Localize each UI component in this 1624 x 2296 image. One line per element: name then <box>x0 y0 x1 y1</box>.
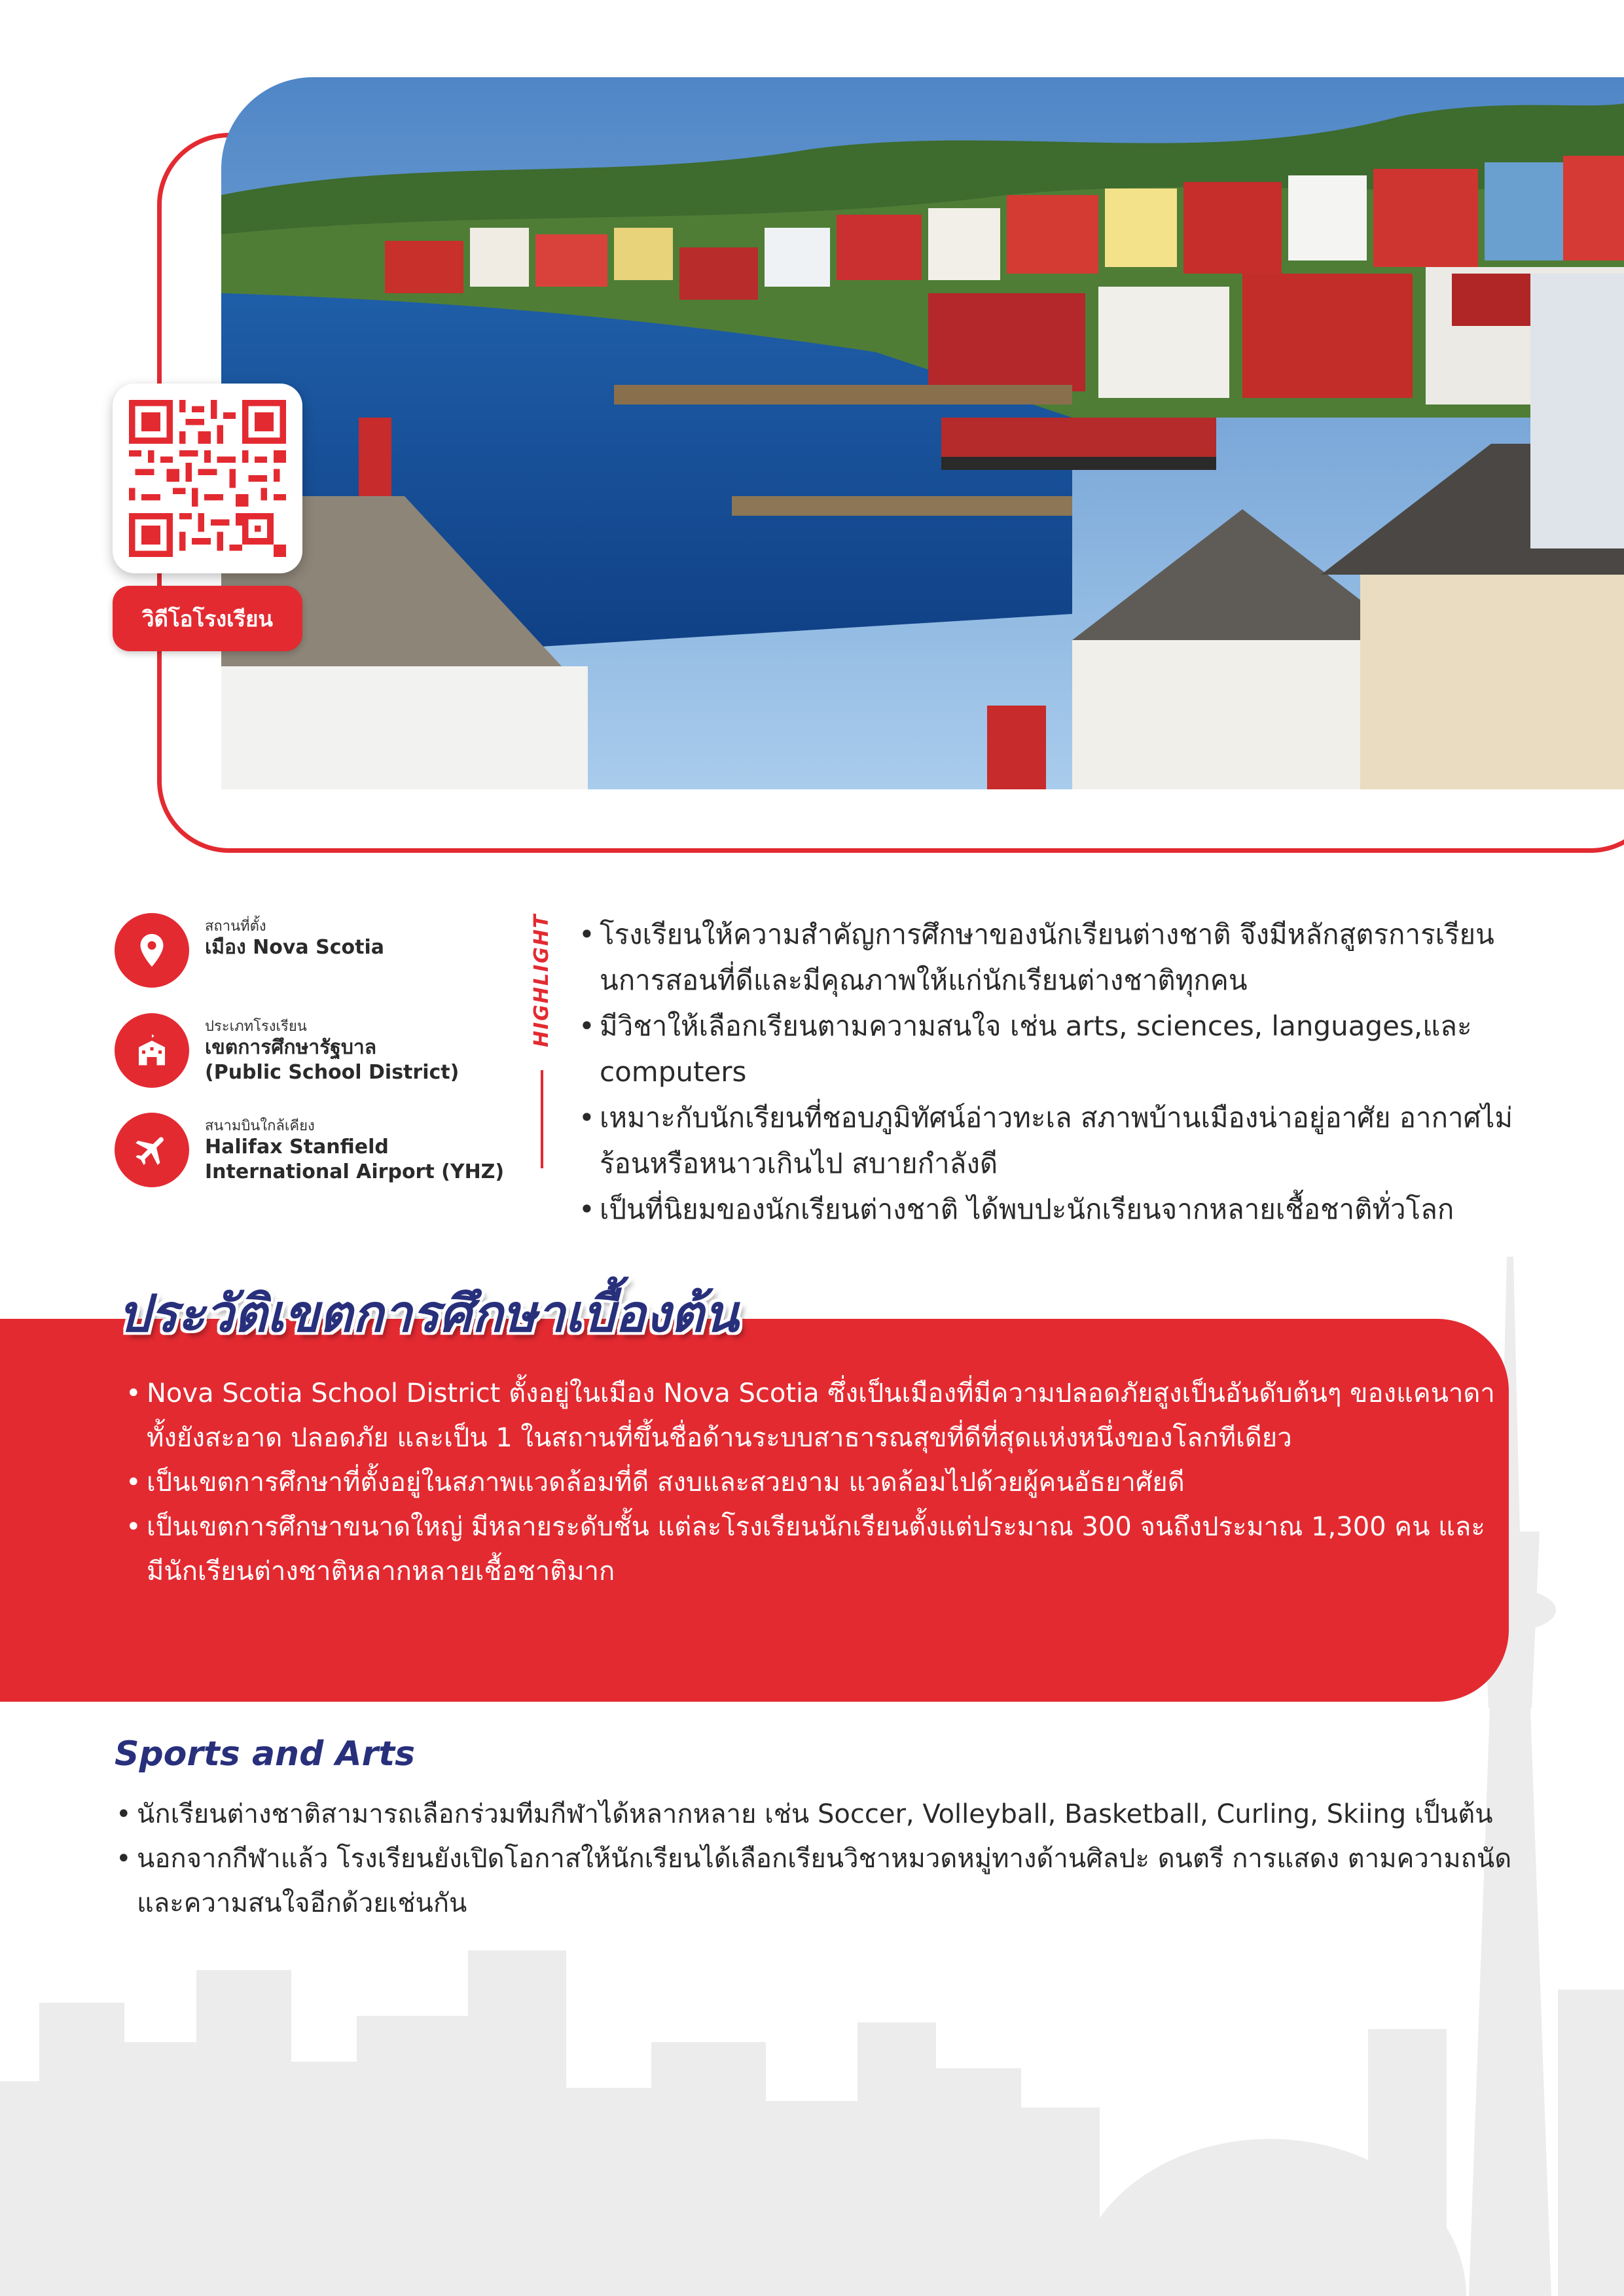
location-pin-icon <box>115 913 189 988</box>
qr-code-icon <box>129 400 286 557</box>
school-video-label[interactable]: วิดีโอโรงเรียน <box>113 586 302 651</box>
history-item: • เป็นเขตการศึกษาที่ตั้งอยู่ในสภาพแวดล้อมที่ดี สงบและสวยงาม แวดล้อมไปด้วยผู้คนอัธยาศัยดี <box>124 1460 1499 1505</box>
highlight-label: HIGHLIGHT <box>530 913 553 1047</box>
airplane-icon <box>115 1113 189 1187</box>
highlight-item: • โรงเรียนให้ความสำคัญการศึกษาของนักเรียนต่างชาติ จึงมีหลักสูตรการเรียนนการสอนที่ดีและมีคุณภาพให้แก่นักเรียนต่างชาติทุกคน <box>576 912 1532 1003</box>
info-school-type-value <box>205 1035 459 1085</box>
info-airport-line-1: Halifax Stanfield <box>205 1136 389 1158</box>
info-airport <box>115 1113 520 1198</box>
highlight-list <box>576 912 1532 1232</box>
info-location <box>115 913 520 998</box>
sports-item: • นักเรียนต่างชาติสามารถเลือกร่วมทีมกีฬาได้หลากหลาย เช่น Soccer, Volleyball, Basketball, Curling, Skiing เป็นต้น <box>115 1792 1515 1837</box>
info-airport-caption: สนามบินใกล้เคียง <box>205 1118 315 1134</box>
info-school-type-line-2: (Public School District) <box>205 1061 460 1084</box>
highlight-divider <box>541 1070 543 1168</box>
hero-photo-harbour-town <box>221 77 1624 789</box>
highlight-item: • มีวิชาให้เลือกเรียนตามความสนใจ เช่น arts, sciences, languages,และ computers <box>576 1003 1532 1095</box>
info-airport-line-2: International Airport (YHZ) <box>205 1160 505 1183</box>
info-location-value <box>205 935 384 960</box>
history-list <box>124 1371 1499 1594</box>
history-title: ประวัติเขตการศึกษาเบื้องต้น <box>118 1285 739 1344</box>
info-location-line-1: เมือง Nova Scotia <box>205 936 384 959</box>
info-location-caption: สถานที่ตั้ง <box>205 918 266 935</box>
highlight-item: • เป็นที่นิยมของนักเรียนต่างชาติ ได้พบปะนักเรียนจากหลายเชื้อชาติทั่วโลก <box>576 1187 1532 1232</box>
info-airport-value <box>205 1135 504 1185</box>
sports-title: Sports and Arts <box>115 1734 416 1774</box>
sports-list <box>115 1792 1515 1926</box>
school-building-icon <box>115 1013 189 1088</box>
history-item: • เป็นเขตการศึกษาขนาดใหญ่ มีหลายระดับชั้น แต่ละโรงเรียนนักเรียนตั้งแต่ประมาณ 300 จนถึงประมาณ 1,300 คน และมีนักเรียนต่างชาติหลากหลายเชื้อชาติมาก <box>124 1505 1499 1594</box>
info-school-type-line-1: เขตการศึกษารัฐบาล <box>205 1036 377 1059</box>
info-school-type-caption: ประเภทโรงเรียน <box>205 1018 307 1035</box>
history-item: • Nova Scotia School District ตั้งอยู่ในเมือง Nova Scotia ซึ่งเป็นเมืองที่มีความปลอดภัยสูงเป็นอันดับต้นๆ ของแคนาดา ทั้งยังสะอาด ปลอดภัย และเป็น 1 ในสถานที่ขึ้นชื่อด้านระบบสาธารณสุขที่ดีที่สุดแห่งหนึ่งของโลกทีเดียว <box>124 1371 1499 1460</box>
highlight-item: • เหมาะกับนักเรียนที่ชอบภูมิทัศน์อ่าวทะเล สภาพบ้านเมืองน่าอยู่อาศัย อากาศไม่ร้อนหรือหนาวเกินไป สบายกำลังดี <box>576 1095 1532 1187</box>
info-school-type <box>115 1013 520 1098</box>
qr-code-card[interactable] <box>113 384 302 573</box>
sports-item: • นอกจากกีฬาแล้ว โรงเรียนยังเปิดโอกาสให้นักเรียนได้เลือกเรียนวิชาหมวดหมู่ทางด้านศิลปะ ดนตรี การแสดง ตามความถนัดและความสนใจอีกด้วยเช่นกัน <box>115 1837 1515 1926</box>
